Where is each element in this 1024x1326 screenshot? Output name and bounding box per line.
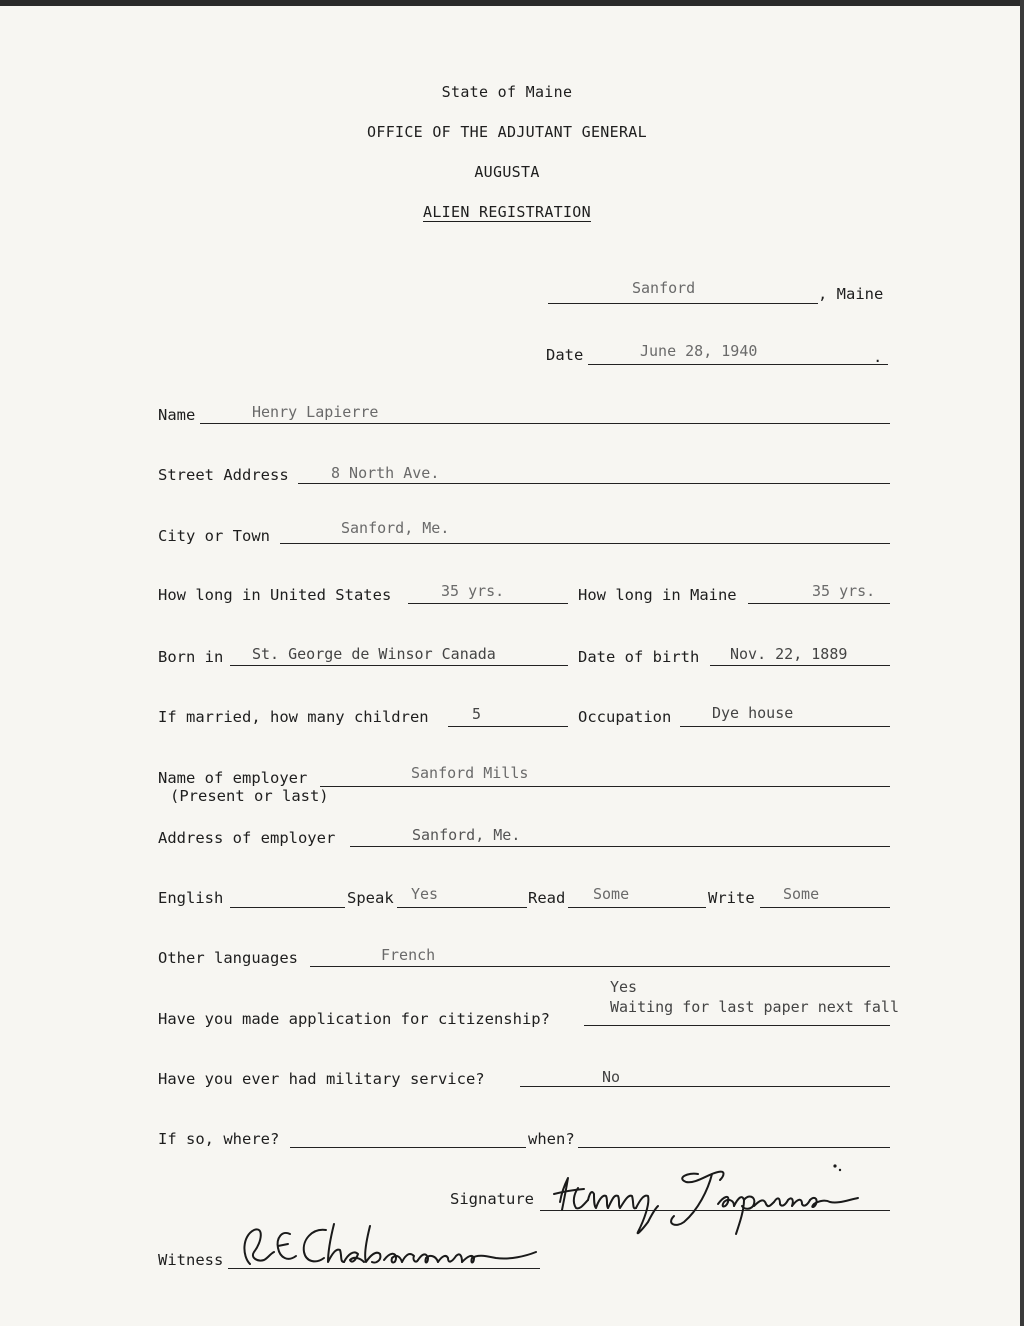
form-title: ALIEN REGISTRATION: [423, 203, 591, 221]
location-line: [548, 303, 818, 304]
military-label: Have you ever had military service?: [158, 1070, 485, 1088]
office-heading: OFFICE OF THE ADJUTANT GENERAL: [367, 123, 647, 141]
location-value: Sanford: [632, 279, 696, 297]
name-line: [200, 423, 890, 424]
occupation-line: [680, 726, 890, 727]
witness-label: Witness: [158, 1251, 224, 1269]
children-line: [448, 726, 568, 727]
where-line: [290, 1147, 526, 1148]
citizenship-line: [584, 1025, 890, 1026]
write-label: Write: [708, 889, 755, 907]
street-value: 8 North Ave.: [331, 464, 440, 482]
read-line: [568, 907, 706, 908]
date-label: Date: [546, 346, 584, 364]
occupation-value: Dye house: [712, 704, 794, 722]
us-duration-label: How long in United States: [158, 586, 392, 604]
maine-duration-label: How long in Maine: [578, 586, 737, 604]
born-label: Born in: [158, 648, 224, 666]
location-suffix: , Maine: [818, 285, 884, 303]
city-heading: AUGUSTA: [474, 163, 540, 181]
other-languages-line: [310, 966, 890, 967]
employer-address-line: [350, 846, 890, 847]
street-line: [298, 483, 890, 484]
city-line: [280, 543, 890, 544]
citizenship-value-line2: Waiting for last paper next fall: [610, 998, 899, 1016]
read-label: Read: [528, 889, 566, 907]
date-end: .: [873, 348, 883, 366]
other-languages-value: French: [381, 946, 436, 964]
citizenship-label: Have you made application for citizenship?: [158, 1010, 550, 1028]
speak-line: [397, 907, 527, 908]
maine-duration-line: [748, 603, 890, 604]
state-heading: State of Maine: [441, 83, 573, 101]
employer-value: Sanford Mills: [411, 764, 529, 782]
write-line: [760, 907, 890, 908]
children-value: 5: [472, 705, 482, 723]
speak-value: Yes: [411, 885, 439, 903]
scan-edge-top: [0, 0, 1024, 6]
birth-date-line: [710, 665, 890, 666]
write-value: Some: [783, 885, 820, 903]
scan-edge-right: [1020, 0, 1024, 1326]
maine-duration-value: 35 yrs.: [812, 582, 876, 600]
employer-label: Name of employer: [158, 769, 308, 787]
signature-label: Signature: [450, 1190, 534, 1208]
us-duration-line: [408, 603, 568, 604]
city-label: City or Town: [158, 527, 270, 545]
read-value: Some: [593, 885, 630, 903]
where-label: If so, where?: [158, 1130, 280, 1148]
english-line: [230, 907, 345, 908]
born-line: [230, 665, 568, 666]
us-duration-value: 35 yrs.: [441, 582, 505, 600]
name-label: Name: [158, 406, 196, 424]
when-line: [578, 1147, 890, 1148]
citizenship-value-line1: Yes: [610, 978, 638, 996]
speak-label: Speak: [347, 889, 394, 907]
date-value: June 28, 1940: [640, 342, 758, 360]
birth-date-value: Nov. 22, 1889: [730, 645, 848, 663]
military-value: No: [602, 1068, 621, 1086]
employer-address-label: Address of employer: [158, 829, 336, 847]
birth-date-label: Date of birth: [578, 648, 700, 666]
children-label: If married, how many children: [158, 708, 429, 726]
street-label: Street Address: [158, 466, 289, 484]
employer-line: [320, 786, 890, 787]
date-line: [588, 364, 888, 365]
city-value: Sanford, Me.: [341, 519, 450, 537]
employer-address-value: Sanford, Me.: [412, 826, 521, 844]
name-value: Henry Lapierre: [252, 403, 379, 421]
occupation-label: Occupation: [578, 708, 672, 726]
born-value: St. George de Winsor Canada: [252, 645, 496, 663]
witness-handwriting: [230, 1216, 540, 1276]
when-label: when?: [528, 1130, 575, 1148]
military-line: [520, 1086, 890, 1087]
english-label: English: [158, 889, 224, 907]
signature-handwriting: [548, 1160, 888, 1240]
employer-sublabel: (Present or last): [170, 787, 329, 805]
other-languages-label: Other languages: [158, 949, 298, 967]
